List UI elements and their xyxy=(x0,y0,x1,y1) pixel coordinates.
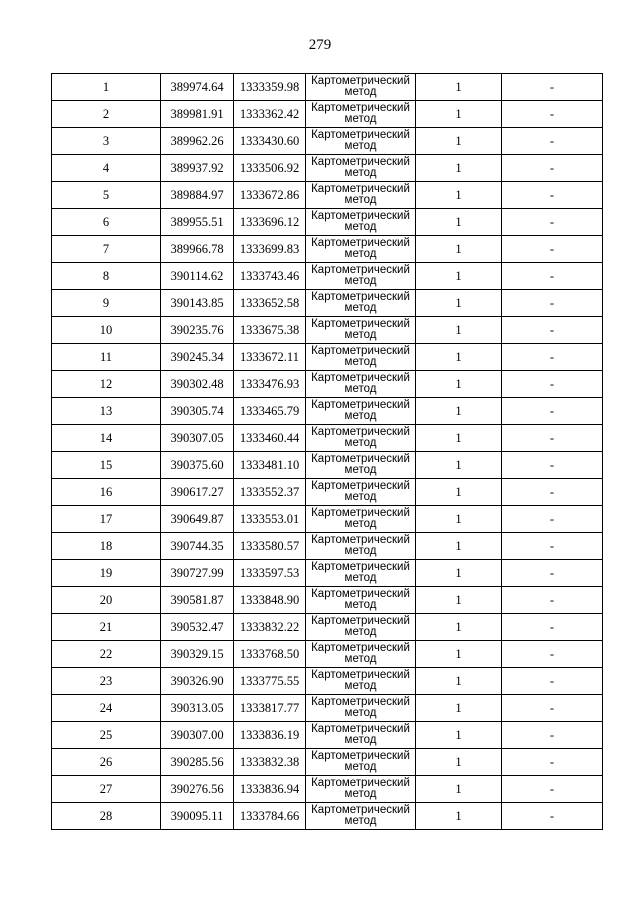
y-coordinate-cell: 1333506.92 xyxy=(234,155,306,182)
x-coordinate-cell: 390727.99 xyxy=(161,560,234,587)
x-coordinate-cell: 390095.11 xyxy=(161,803,234,830)
x-coordinate-cell: 390581.87 xyxy=(161,587,234,614)
note-cell: - xyxy=(502,776,603,803)
method-cell: Картометрический метод xyxy=(306,803,416,830)
point-number-cell: 27 xyxy=(52,776,161,803)
y-coordinate-cell: 1333836.94 xyxy=(234,776,306,803)
y-coordinate-cell: 1333597.53 xyxy=(234,560,306,587)
note-cell: - xyxy=(502,74,603,101)
method-cell: Картометрический метод xyxy=(306,398,416,425)
x-coordinate-cell: 390235.76 xyxy=(161,317,234,344)
method-cell: Картометрический метод xyxy=(306,722,416,749)
x-coordinate-cell: 390302.48 xyxy=(161,371,234,398)
table-row xyxy=(52,317,603,344)
table-row xyxy=(52,803,603,830)
x-coordinate-cell: 390313.05 xyxy=(161,695,234,722)
x-coordinate-cell: 390307.00 xyxy=(161,722,234,749)
method-cell: Картометрический метод xyxy=(306,479,416,506)
y-coordinate-cell: 1333784.66 xyxy=(234,803,306,830)
table-row xyxy=(52,587,603,614)
accuracy-cell: 1 xyxy=(416,506,502,533)
y-coordinate-cell: 1333652.58 xyxy=(234,290,306,317)
note-cell: - xyxy=(502,506,603,533)
x-coordinate-cell: 390649.87 xyxy=(161,506,234,533)
x-coordinate-cell: 389974.64 xyxy=(161,74,234,101)
note-cell: - xyxy=(502,344,603,371)
table-row xyxy=(52,425,603,452)
accuracy-cell: 1 xyxy=(416,668,502,695)
y-coordinate-cell: 1333832.38 xyxy=(234,749,306,776)
note-cell: - xyxy=(502,668,603,695)
point-number-cell: 15 xyxy=(52,452,161,479)
table-row xyxy=(52,776,603,803)
table-row xyxy=(52,209,603,236)
x-coordinate-cell: 390329.15 xyxy=(161,641,234,668)
method-cell: Картометрический метод xyxy=(306,182,416,209)
point-number-cell: 16 xyxy=(52,479,161,506)
accuracy-cell: 1 xyxy=(416,614,502,641)
y-coordinate-cell: 1333672.11 xyxy=(234,344,306,371)
note-cell: - xyxy=(502,263,603,290)
x-coordinate-cell: 390305.74 xyxy=(161,398,234,425)
method-cell: Картометрический метод xyxy=(306,560,416,587)
point-number-cell: 9 xyxy=(52,290,161,317)
method-cell: Картометрический метод xyxy=(306,749,416,776)
note-cell: - xyxy=(502,236,603,263)
accuracy-cell: 1 xyxy=(416,263,502,290)
point-number-cell: 1 xyxy=(52,74,161,101)
table-row xyxy=(52,614,603,641)
y-coordinate-cell: 1333359.98 xyxy=(234,74,306,101)
x-coordinate-cell: 390285.56 xyxy=(161,749,234,776)
y-coordinate-cell: 1333476.93 xyxy=(234,371,306,398)
y-coordinate-cell: 1333672.86 xyxy=(234,182,306,209)
table-row xyxy=(52,398,603,425)
note-cell: - xyxy=(502,128,603,155)
x-coordinate-cell: 389937.92 xyxy=(161,155,234,182)
note-cell: - xyxy=(502,749,603,776)
accuracy-cell: 1 xyxy=(416,803,502,830)
page-number: 279 xyxy=(308,37,332,53)
x-coordinate-cell: 390114.62 xyxy=(161,263,234,290)
x-coordinate-cell: 389955.51 xyxy=(161,209,234,236)
point-number-cell: 17 xyxy=(52,506,161,533)
accuracy-cell: 1 xyxy=(416,209,502,236)
method-cell: Картометрический метод xyxy=(306,506,416,533)
accuracy-cell: 1 xyxy=(416,101,502,128)
note-cell: - xyxy=(502,560,603,587)
method-cell: Картометрический метод xyxy=(306,263,416,290)
accuracy-cell: 1 xyxy=(416,371,502,398)
point-number-cell: 20 xyxy=(52,587,161,614)
note-cell: - xyxy=(502,182,603,209)
method-cell: Картометрический метод xyxy=(306,371,416,398)
y-coordinate-cell: 1333553.01 xyxy=(234,506,306,533)
accuracy-cell: 1 xyxy=(416,587,502,614)
method-cell: Картометрический метод xyxy=(306,587,416,614)
method-cell: Картометрический метод xyxy=(306,209,416,236)
point-number-cell: 18 xyxy=(52,533,161,560)
y-coordinate-cell: 1333465.79 xyxy=(234,398,306,425)
accuracy-cell: 1 xyxy=(416,128,502,155)
note-cell: - xyxy=(502,452,603,479)
method-cell: Картометрический метод xyxy=(306,641,416,668)
y-coordinate-cell: 1333675.38 xyxy=(234,317,306,344)
accuracy-cell: 1 xyxy=(416,641,502,668)
x-coordinate-cell: 390744.35 xyxy=(161,533,234,560)
y-coordinate-cell: 1333775.55 xyxy=(234,668,306,695)
point-number-cell: 21 xyxy=(52,614,161,641)
y-coordinate-cell: 1333743.46 xyxy=(234,263,306,290)
method-cell: Картометрический метод xyxy=(306,317,416,344)
table-row xyxy=(52,749,603,776)
x-coordinate-cell: 390143.85 xyxy=(161,290,234,317)
x-coordinate-cell: 390245.34 xyxy=(161,344,234,371)
point-number-cell: 5 xyxy=(52,182,161,209)
accuracy-cell: 1 xyxy=(416,560,502,587)
y-coordinate-cell: 1333817.77 xyxy=(234,695,306,722)
table-row xyxy=(52,533,603,560)
point-number-cell: 26 xyxy=(52,749,161,776)
point-number-cell: 3 xyxy=(52,128,161,155)
table-row xyxy=(52,695,603,722)
note-cell: - xyxy=(502,533,603,560)
y-coordinate-cell: 1333832.22 xyxy=(234,614,306,641)
point-number-cell: 13 xyxy=(52,398,161,425)
point-number-cell: 23 xyxy=(52,668,161,695)
accuracy-cell: 1 xyxy=(416,317,502,344)
accuracy-cell: 1 xyxy=(416,290,502,317)
x-coordinate-cell: 390307.05 xyxy=(161,425,234,452)
accuracy-cell: 1 xyxy=(416,722,502,749)
point-number-cell: 10 xyxy=(52,317,161,344)
table-row xyxy=(52,155,603,182)
y-coordinate-cell: 1333552.37 xyxy=(234,479,306,506)
accuracy-cell: 1 xyxy=(416,236,502,263)
accuracy-cell: 1 xyxy=(416,74,502,101)
x-coordinate-cell: 389966.78 xyxy=(161,236,234,263)
x-coordinate-cell: 390326.90 xyxy=(161,668,234,695)
accuracy-cell: 1 xyxy=(416,695,502,722)
table-row xyxy=(52,371,603,398)
table-row xyxy=(52,452,603,479)
table-row xyxy=(52,560,603,587)
table-row xyxy=(52,479,603,506)
point-number-cell: 2 xyxy=(52,101,161,128)
method-cell: Картометрический метод xyxy=(306,101,416,128)
point-number-cell: 12 xyxy=(52,371,161,398)
table-row xyxy=(52,263,603,290)
y-coordinate-cell: 1333580.57 xyxy=(234,533,306,560)
y-coordinate-cell: 1333696.12 xyxy=(234,209,306,236)
point-number-cell: 28 xyxy=(52,803,161,830)
accuracy-cell: 1 xyxy=(416,398,502,425)
note-cell: - xyxy=(502,425,603,452)
accuracy-cell: 1 xyxy=(416,776,502,803)
point-number-cell: 6 xyxy=(52,209,161,236)
method-cell: Картометрический метод xyxy=(306,74,416,101)
x-coordinate-cell: 390617.27 xyxy=(161,479,234,506)
accuracy-cell: 1 xyxy=(416,182,502,209)
y-coordinate-cell: 1333481.10 xyxy=(234,452,306,479)
method-cell: Картометрический метод xyxy=(306,155,416,182)
point-number-cell: 22 xyxy=(52,641,161,668)
x-coordinate-cell: 390276.56 xyxy=(161,776,234,803)
accuracy-cell: 1 xyxy=(416,479,502,506)
method-cell: Картометрический метод xyxy=(306,614,416,641)
accuracy-cell: 1 xyxy=(416,155,502,182)
x-coordinate-cell: 389981.91 xyxy=(161,101,234,128)
method-cell: Картометрический метод xyxy=(306,128,416,155)
x-coordinate-cell: 389884.97 xyxy=(161,182,234,209)
method-cell: Картометрический метод xyxy=(306,668,416,695)
point-number-cell: 14 xyxy=(52,425,161,452)
y-coordinate-cell: 1333460.44 xyxy=(234,425,306,452)
method-cell: Картометрический метод xyxy=(306,452,416,479)
accuracy-cell: 1 xyxy=(416,749,502,776)
accuracy-cell: 1 xyxy=(416,344,502,371)
note-cell: - xyxy=(502,398,603,425)
table-row xyxy=(52,101,603,128)
method-cell: Картометрический метод xyxy=(306,533,416,560)
method-cell: Картометрический метод xyxy=(306,776,416,803)
note-cell: - xyxy=(502,155,603,182)
point-number-cell: 8 xyxy=(52,263,161,290)
x-coordinate-cell: 390532.47 xyxy=(161,614,234,641)
y-coordinate-cell: 1333699.83 xyxy=(234,236,306,263)
note-cell: - xyxy=(502,101,603,128)
y-coordinate-cell: 1333362.42 xyxy=(234,101,306,128)
method-cell: Картометрический метод xyxy=(306,236,416,263)
x-coordinate-cell: 390375.60 xyxy=(161,452,234,479)
note-cell: - xyxy=(502,209,603,236)
point-number-cell: 7 xyxy=(52,236,161,263)
y-coordinate-cell: 1333768.50 xyxy=(234,641,306,668)
method-cell: Картометрический метод xyxy=(306,290,416,317)
table-row xyxy=(52,74,603,101)
accuracy-cell: 1 xyxy=(416,533,502,560)
y-coordinate-cell: 1333836.19 xyxy=(234,722,306,749)
table-row xyxy=(52,290,603,317)
table-row xyxy=(52,506,603,533)
method-cell: Картометрический метод xyxy=(306,344,416,371)
table-row xyxy=(52,128,603,155)
note-cell: - xyxy=(502,722,603,749)
note-cell: - xyxy=(502,803,603,830)
table-row xyxy=(52,668,603,695)
note-cell: - xyxy=(502,317,603,344)
table-row xyxy=(52,641,603,668)
point-number-cell: 25 xyxy=(52,722,161,749)
x-coordinate-cell: 389962.26 xyxy=(161,128,234,155)
y-coordinate-cell: 1333848.90 xyxy=(234,587,306,614)
table-row xyxy=(52,344,603,371)
point-number-cell: 4 xyxy=(52,155,161,182)
coordinates-table-body xyxy=(52,74,603,830)
point-number-cell: 19 xyxy=(52,560,161,587)
note-cell: - xyxy=(502,614,603,641)
accuracy-cell: 1 xyxy=(416,452,502,479)
note-cell: - xyxy=(502,371,603,398)
y-coordinate-cell: 1333430.60 xyxy=(234,128,306,155)
note-cell: - xyxy=(502,695,603,722)
table-row xyxy=(52,182,603,209)
note-cell: - xyxy=(502,641,603,668)
method-cell: Картометрический метод xyxy=(306,425,416,452)
note-cell: - xyxy=(502,290,603,317)
point-number-cell: 11 xyxy=(52,344,161,371)
point-number-cell: 24 xyxy=(52,695,161,722)
accuracy-cell: 1 xyxy=(416,425,502,452)
method-cell: Картометрический метод xyxy=(306,695,416,722)
coordinates-table xyxy=(51,73,603,830)
table-row xyxy=(52,722,603,749)
note-cell: - xyxy=(502,479,603,506)
note-cell: - xyxy=(502,587,603,614)
table-row xyxy=(52,236,603,263)
